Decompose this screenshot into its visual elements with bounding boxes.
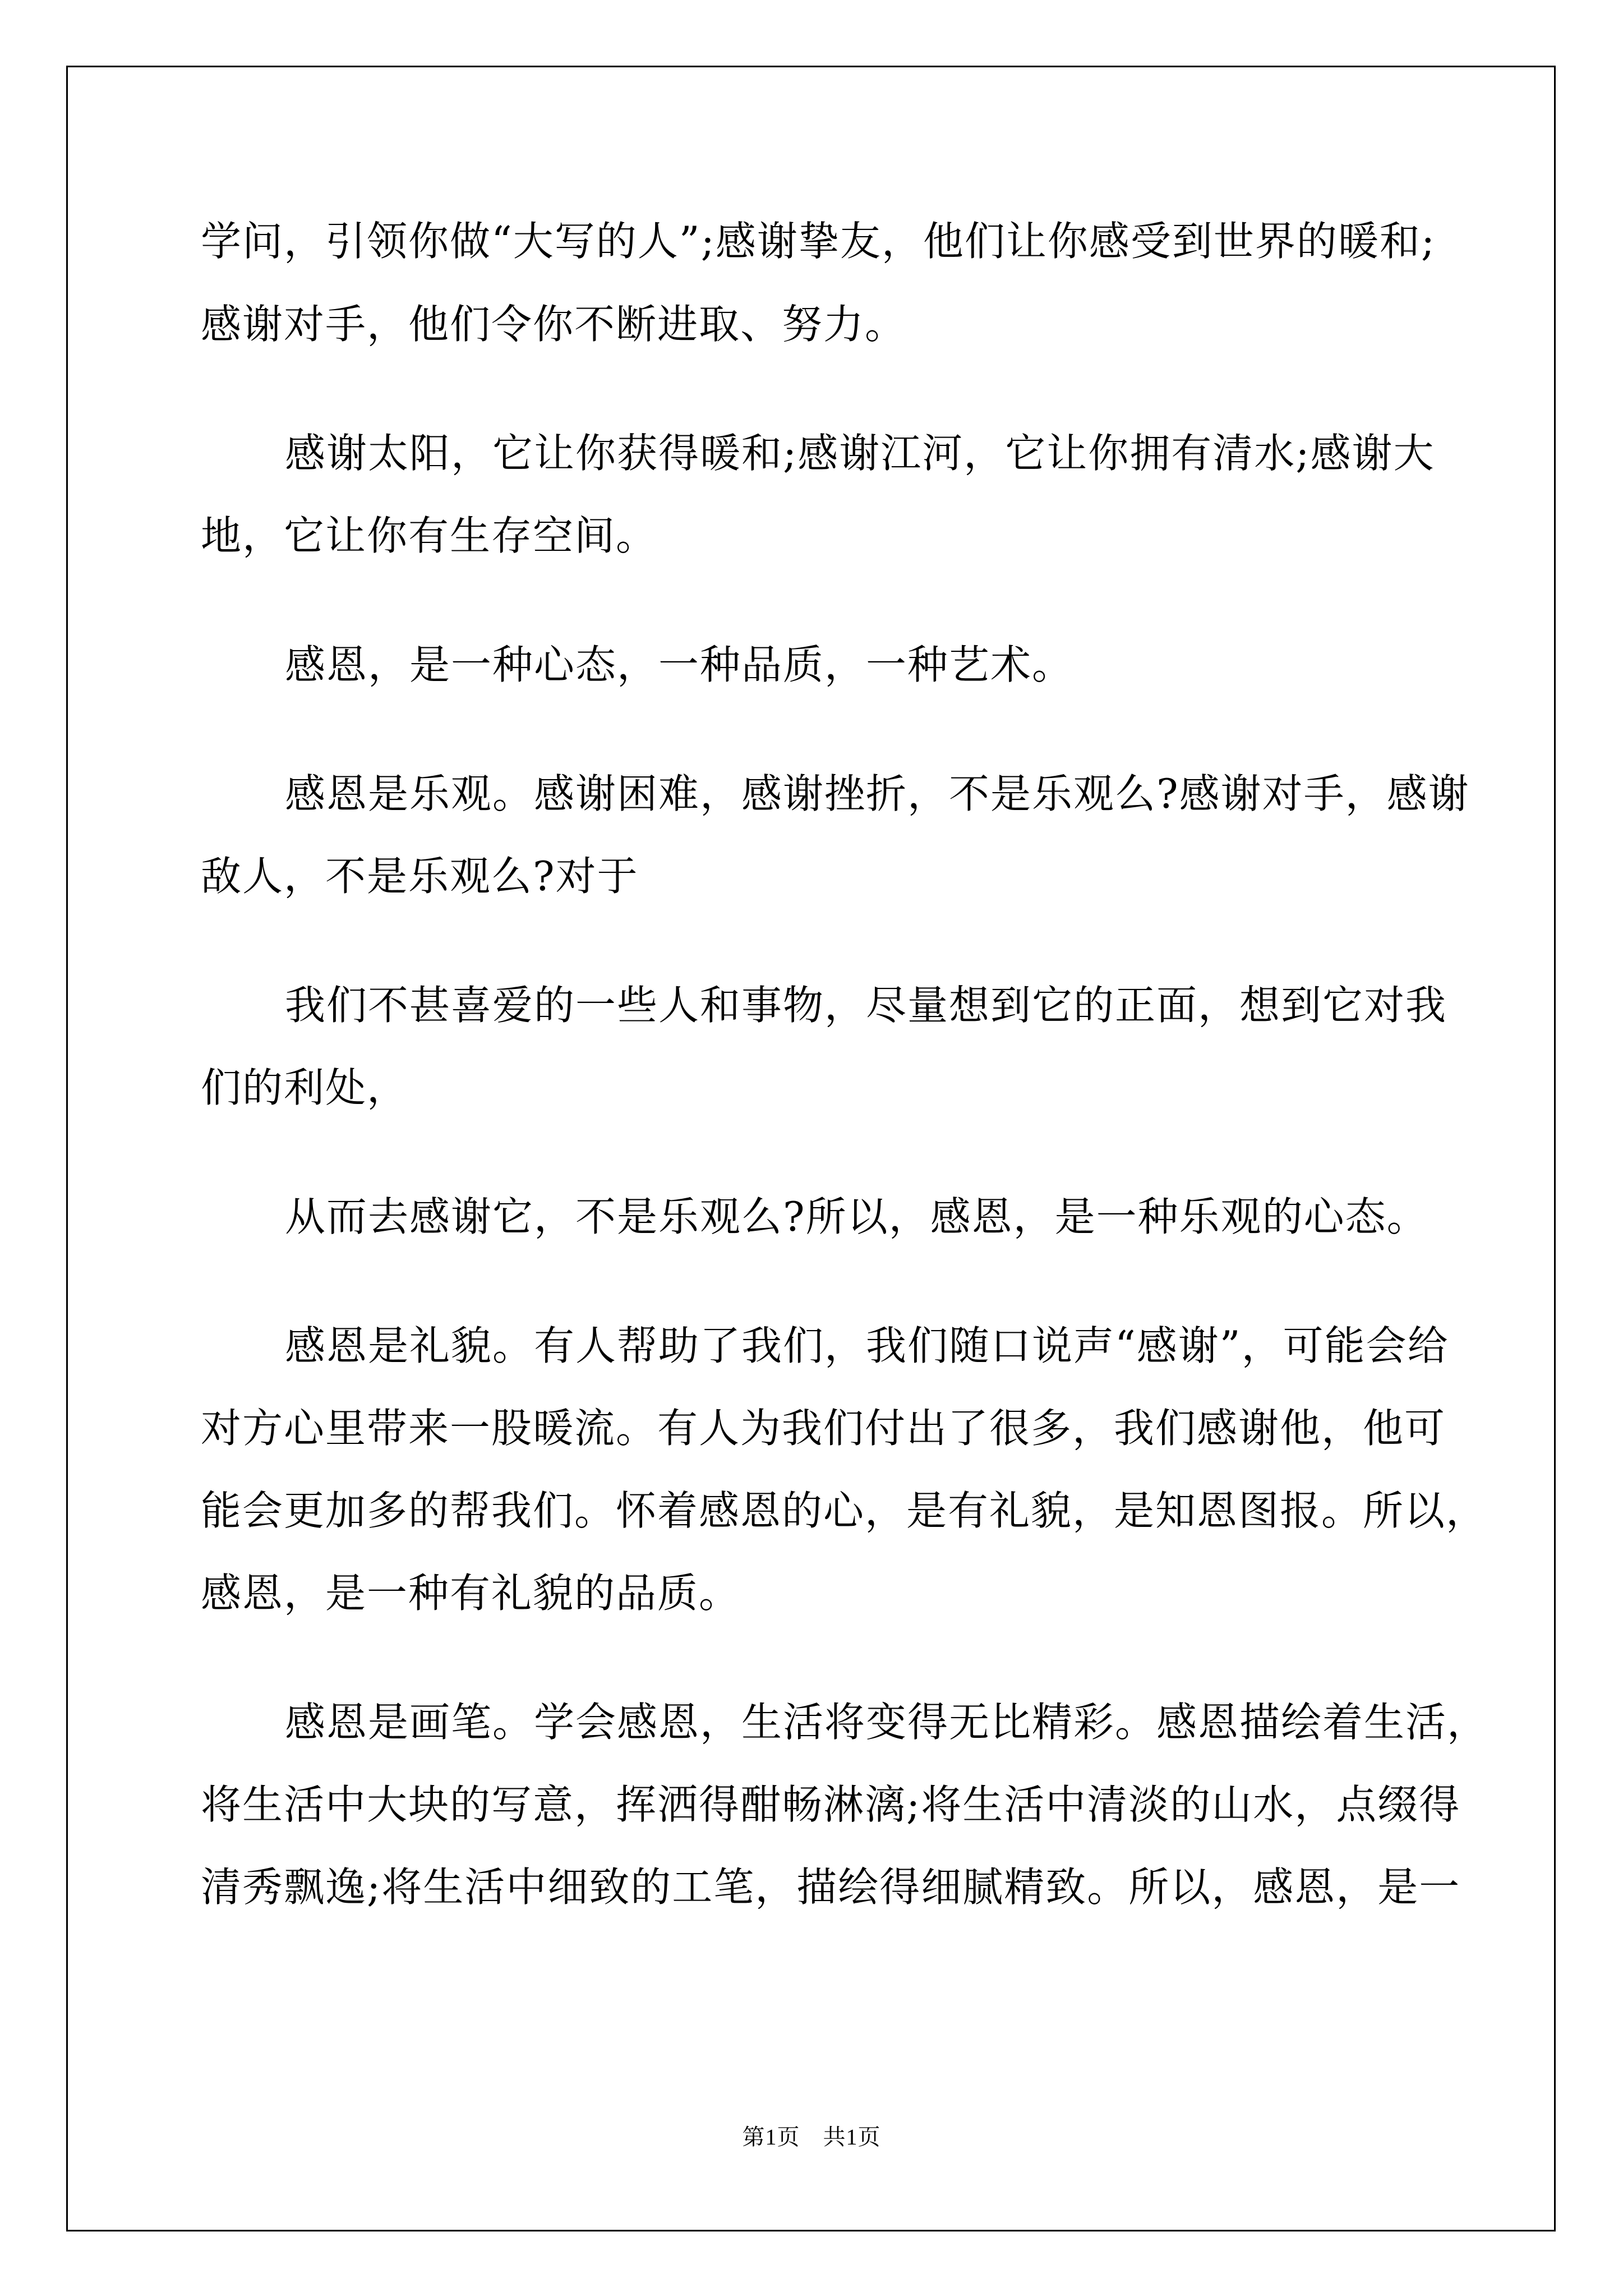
text-line: 能会更加多的帮我们。怀着感恩的心，是有礼貌，是知恩图报。所以， — [201, 1487, 1488, 1534]
text-line: 感谢对手，他们令你不断进取、努力。 — [201, 301, 907, 348]
text-line: 从而去感谢它，不是乐观么?所以，感恩，是一种乐观的心态。 — [285, 1193, 1428, 1240]
text-line: 感谢太阳，它让你获得暖和;感谢江河，它让你拥有清水;感谢大 — [285, 430, 1435, 477]
text-line: 们的利处， — [201, 1064, 409, 1111]
text-line: 学问，引领你做“大写的人”;感谢挚友，他们让你感受到世界的暖和; — [201, 218, 1436, 265]
text-line: 感恩，是一种心态，一种品质，一种艺术。 — [285, 641, 1074, 688]
text-line: 敌人，不是乐观么?对于 — [201, 853, 639, 900]
text-line: 我们不甚喜爱的一些人和事物，尽量想到它的正面，想到它对我 — [285, 982, 1447, 1029]
text-line: 清秀飘逸;将生活中细致的工笔，描绘得细腻精致。所以，感恩，是一 — [201, 1864, 1461, 1911]
text-line: 感恩是乐观。感谢困难，感谢挫折，不是乐观么?感谢对手，感谢 — [285, 770, 1470, 817]
text-line: 地，它让你有生存空间。 — [201, 512, 658, 559]
text-line: 将生活中大块的写意，挥洒得酣畅淋漓;将生活中清淡的山水，点缀得 — [201, 1781, 1461, 1828]
text-line: 感恩，是一种有礼貌的品质。 — [201, 1570, 741, 1617]
text-line: 对方心里带来一股暖流。有人为我们付出了很多，我们感谢他，他可 — [201, 1405, 1446, 1452]
page-number: 第1页 共1页 — [742, 2124, 881, 2150]
text-line: 感恩是礼貌。有人帮助了我们，我们随口说声“感谢”，可能会给 — [285, 1322, 1449, 1369]
text-line: 感恩是画笔。学会感恩，生活将变得无比精彩。感恩描绘着生活， — [285, 1699, 1489, 1746]
